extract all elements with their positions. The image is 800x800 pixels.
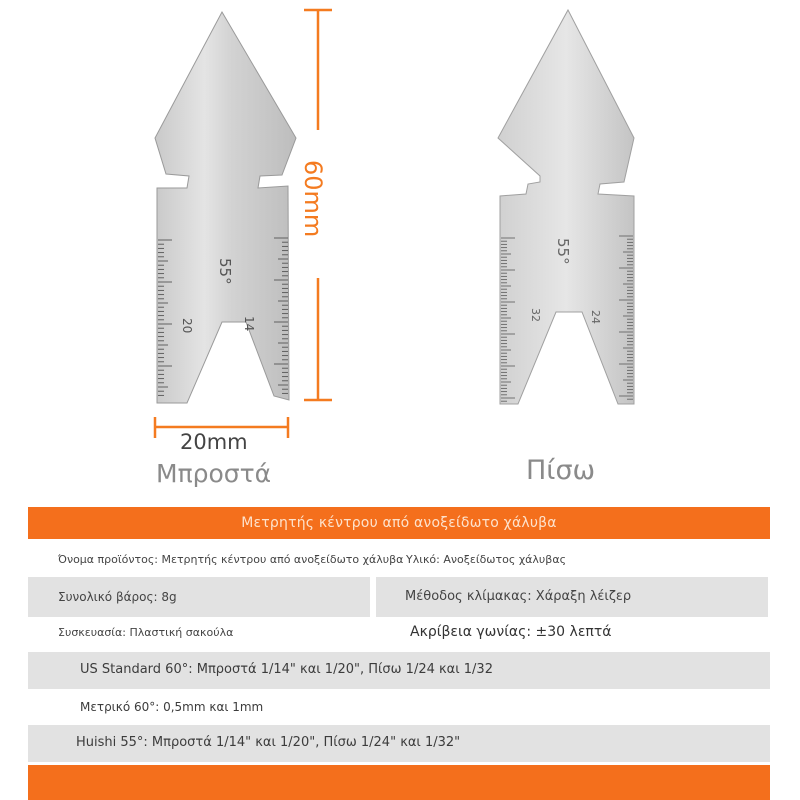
front-angle-label: 55° xyxy=(216,258,234,285)
back-gauge xyxy=(498,10,634,404)
width-dimension-label: 20mm xyxy=(180,430,248,454)
spec-title: Μετρητής κέντρου από ανοξείδωτο χάλυβα xyxy=(241,515,557,531)
spec-title-bar xyxy=(28,507,770,539)
front-left-scale-label: 20 xyxy=(180,318,194,334)
product-name-field: Όνομα προϊόντος: Μετρητής κέντρου από ανοξείδωτο χάλυβα xyxy=(58,553,404,566)
huishi-field: Huishi 55°: Μπροστά 1/14" και 1/20", Πίσω 1/24" και 1/32" xyxy=(76,735,461,750)
bottom-accent-bar xyxy=(28,765,770,800)
front-gauge xyxy=(155,12,296,403)
material-field: Υλικό: Ανοξείδωτος χάλυβας xyxy=(406,553,567,566)
metric-field: Μετρικό 60°: 0,5mm και 1mm xyxy=(80,700,264,714)
us-standard-field: US Standard 60°: Μπροστά 1/14" και 1/20", Πίσω 1/24 και 1/32 xyxy=(80,662,493,677)
back-view-caption: Πίσω xyxy=(526,455,596,486)
angle-accuracy-field: Ακρίβεια γωνίας: ±30 λεπτά xyxy=(410,624,612,640)
scale-method-field: Μέθοδος κλίμακας: Χάραξη λέιζερ xyxy=(405,589,632,604)
front-right-scale-label: 14 xyxy=(242,316,256,332)
weight-field: Συνολικό βάρος: 8g xyxy=(58,590,177,604)
height-dimension-label: 60mm xyxy=(299,160,327,238)
front-view-caption: Μπροστά xyxy=(156,459,272,488)
back-angle-label: 55° xyxy=(554,238,572,265)
back-left-scale-label: 32 xyxy=(529,308,542,322)
packaging-field: Συσκευασία: Πλαστική σακούλα xyxy=(58,626,234,639)
back-right-scale-label: 24 xyxy=(589,310,602,324)
